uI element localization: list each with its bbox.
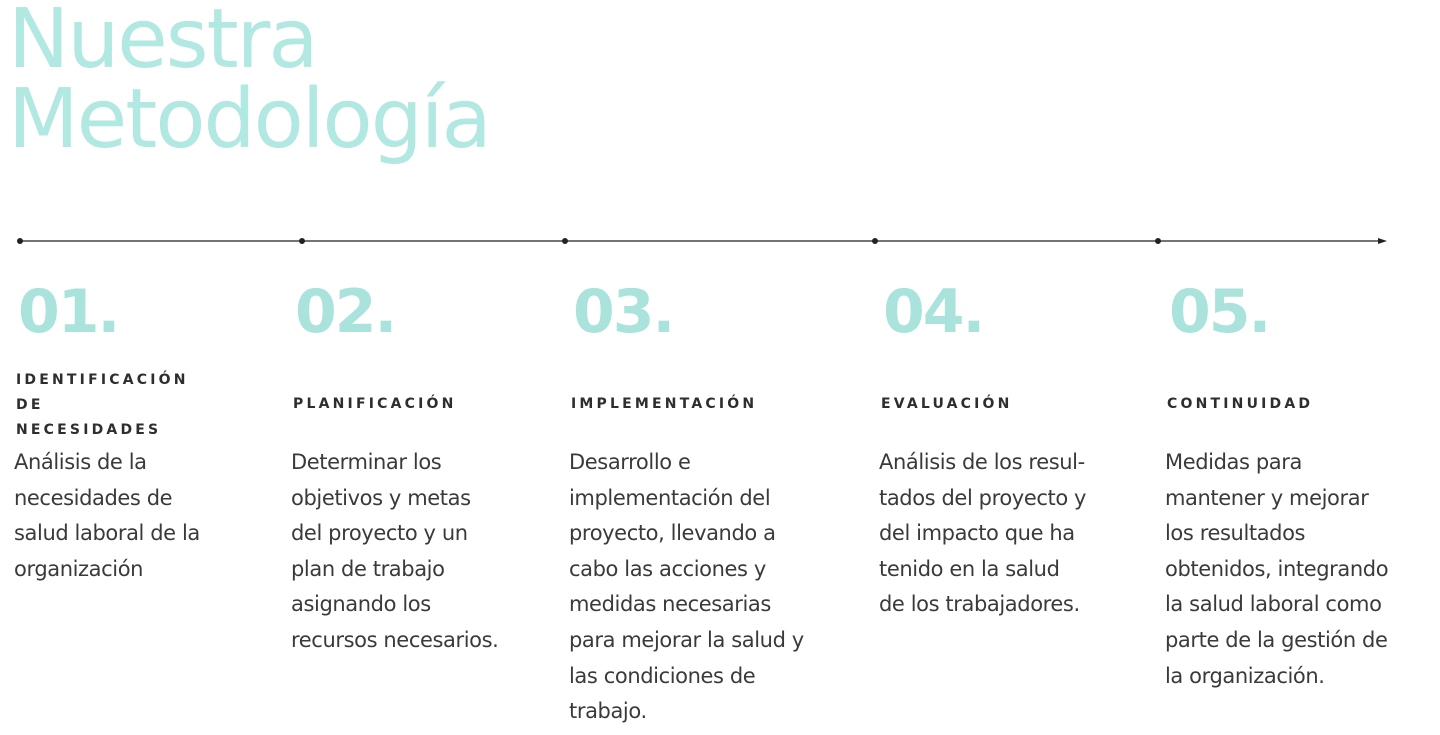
step-heading: IMPLEMENTACIÓN <box>571 396 758 412</box>
timeline-dot-3 <box>562 238 568 244</box>
step-heading: EVALUACIÓN <box>881 396 1013 412</box>
page-title-line-1: Nuestra <box>8 0 317 87</box>
timeline-dot-2 <box>299 238 305 244</box>
step-description: Desarrollo e implementación del proyecto, llevando a cabo las acciones y medidas necesarias para mejorar la salud y las condiciones de trabajo. <box>569 450 804 724</box>
step-number: 01. <box>18 277 119 347</box>
step-1 <box>14 277 200 581</box>
timeline-dot-4 <box>872 238 878 244</box>
step-heading: CONTINUIDAD <box>1167 396 1314 412</box>
timeline-dot-1 <box>17 238 23 244</box>
step-number: 05. <box>1169 277 1270 347</box>
step-2 <box>291 277 499 652</box>
step-number: 02. <box>295 277 396 347</box>
step-number: 03. <box>573 277 674 347</box>
step-3 <box>569 277 804 724</box>
step-4 <box>879 277 1087 617</box>
page-title-line-2: Metodología <box>8 72 490 167</box>
step-description: Análisis de los resul- tados del proyecto y del impacto que ha tenido en la salud de los trabajadores. <box>879 450 1087 617</box>
step-heading: PLANIFICACIÓN <box>293 396 457 412</box>
timeline <box>0 0 1440 260</box>
timeline-dot-5 <box>1155 238 1161 244</box>
step-number: 04. <box>883 277 984 347</box>
timeline-arrowhead <box>1378 238 1387 244</box>
step-description: Medidas para mantener y mejorar los resultados obtenidos, integrando la salud laboral como parte de la gestión de la organización. <box>1165 450 1389 688</box>
step-heading: IDENTIFICACIÓN DE NECESIDADES <box>16 372 189 438</box>
step-5 <box>1165 277 1389 688</box>
step-description: Análisis de la necesidades de salud laboral de la organización <box>14 450 200 581</box>
step-description: Determinar los objetivos y metas del proyecto y un plan de trabajo asignando los recursos necesarios. <box>291 450 499 652</box>
